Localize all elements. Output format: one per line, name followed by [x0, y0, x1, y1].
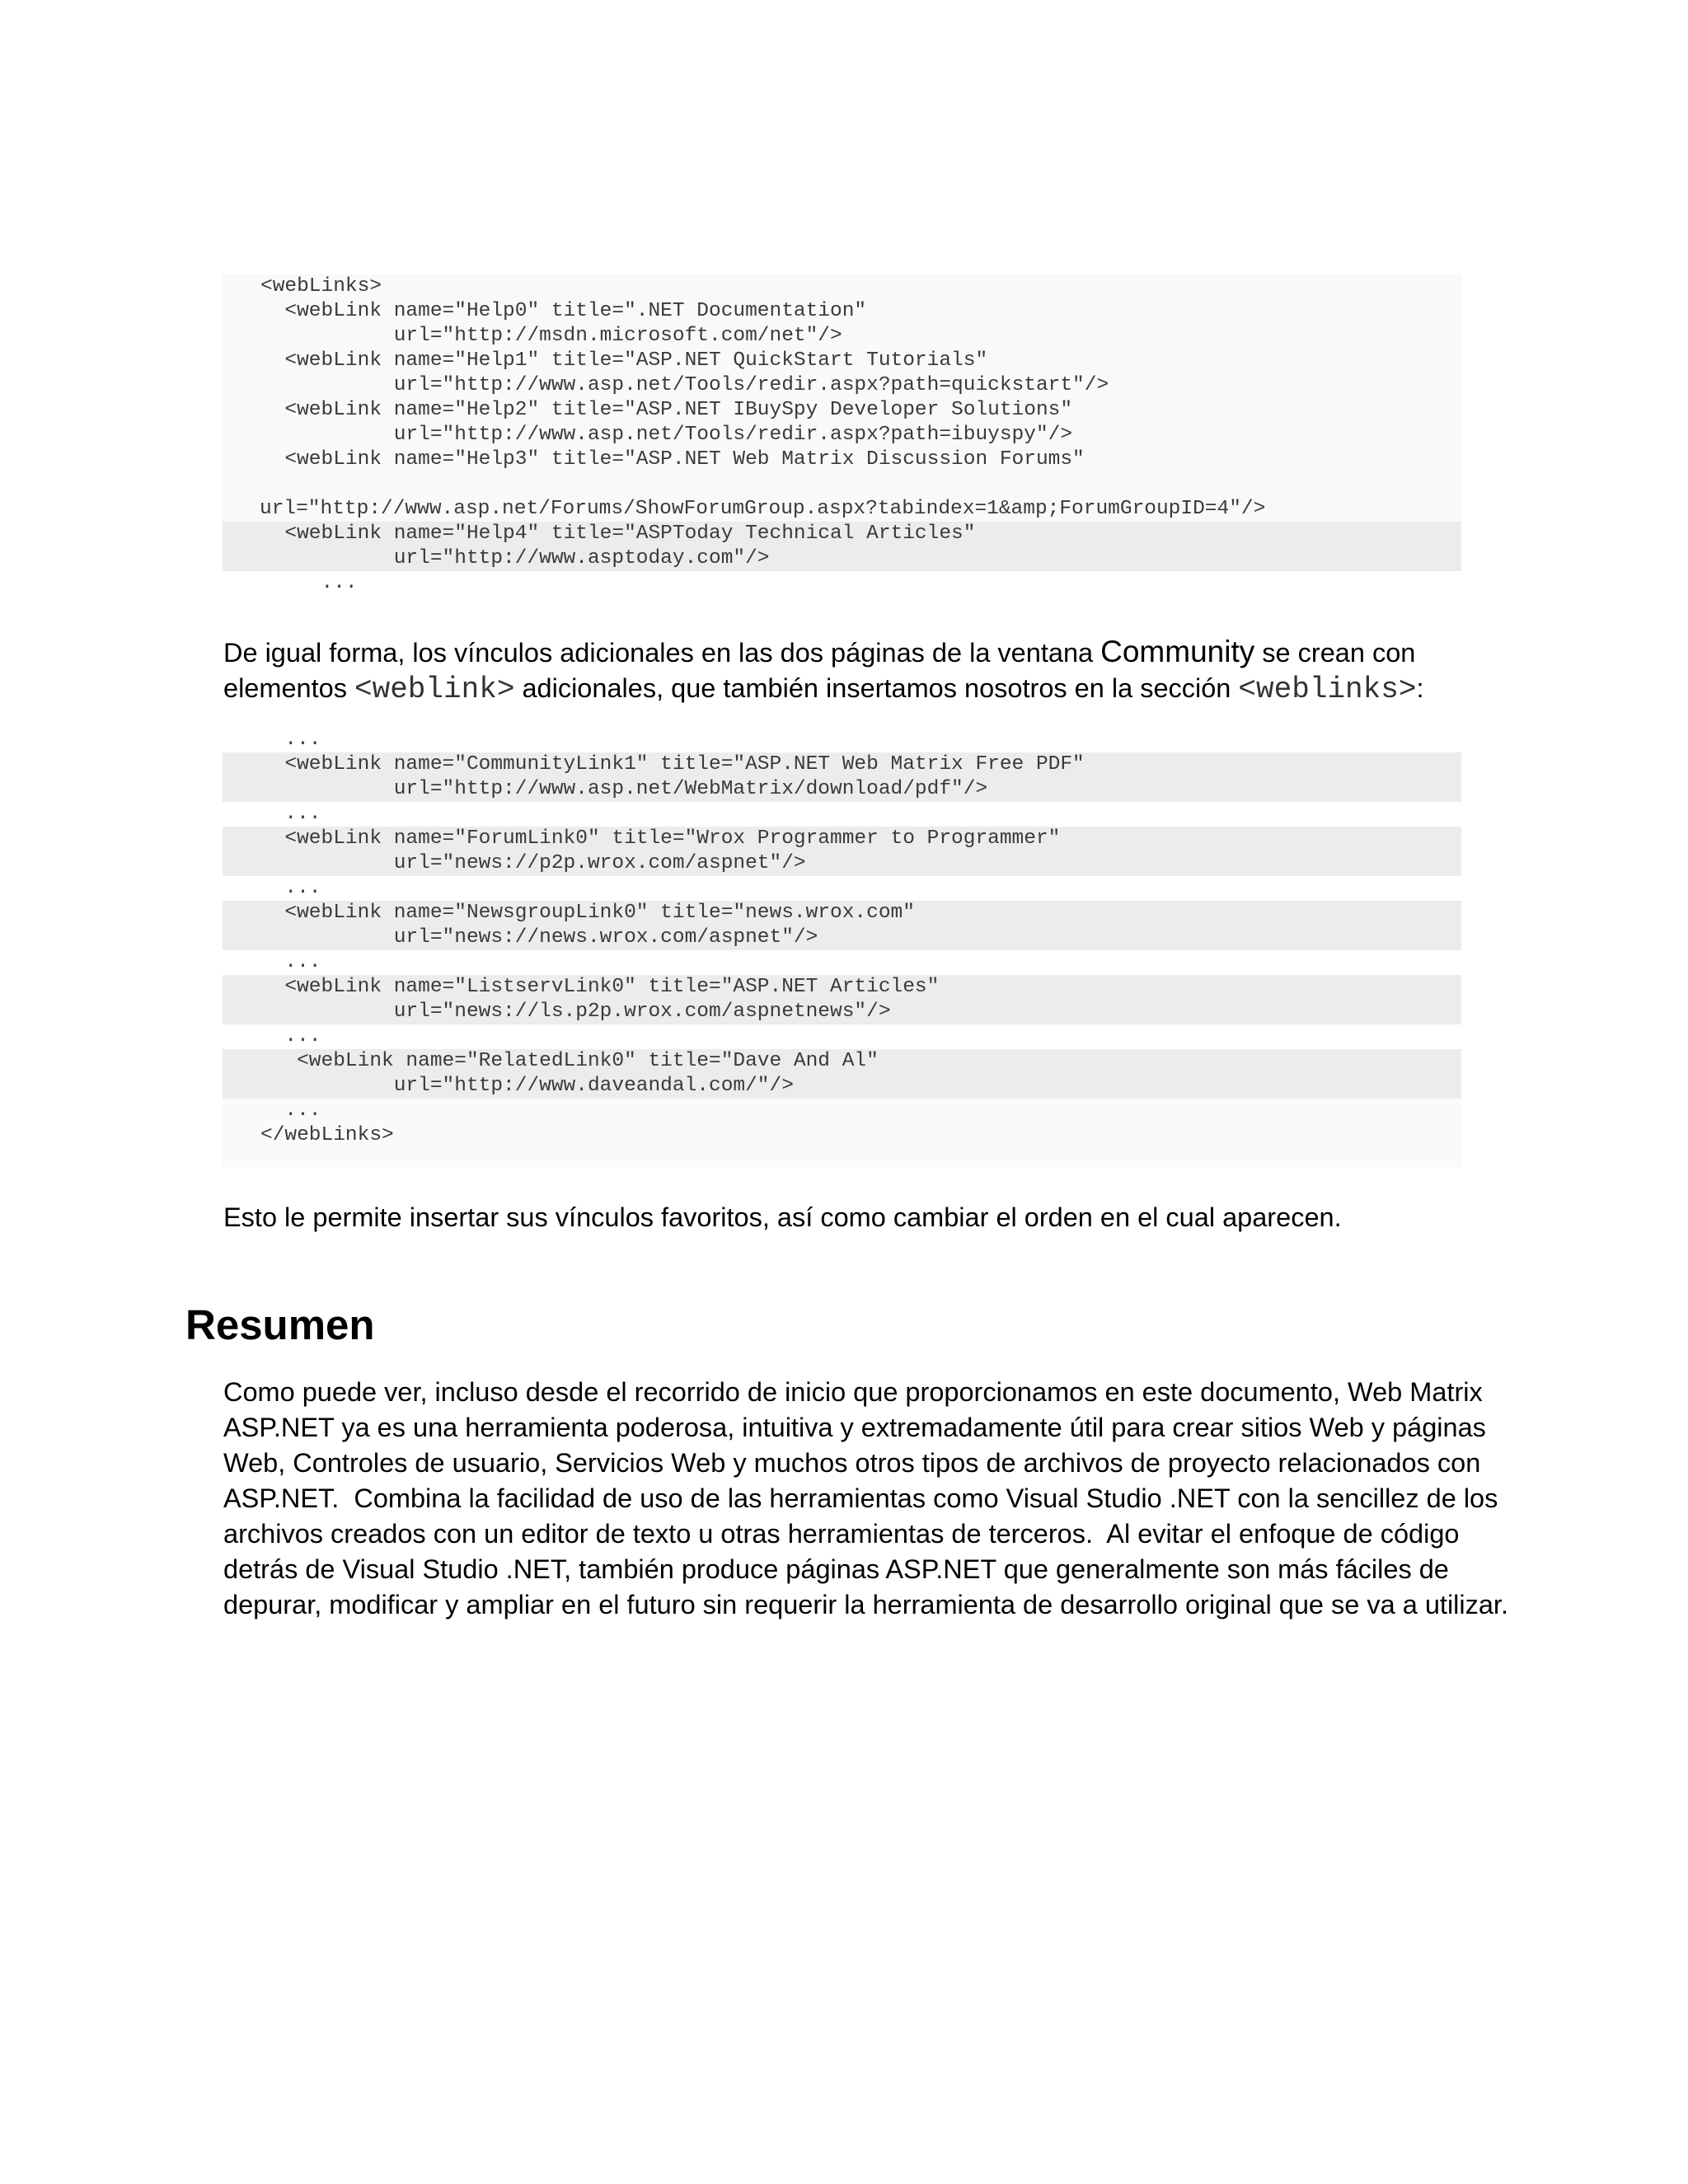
summary-line: ASP.NET. Combina la facilidad de uso de las herramientas como Visual Studio .NET con la sencillez de los — [223, 1483, 1498, 1513]
code-listing-weblinks-community — [223, 728, 1461, 1168]
section-heading-resumen: Resumen — [185, 1301, 375, 1348]
summary-line: depurar, modificar y ampliar en el futuro sin requerir la herramienta de desarrollo original que se va a utilizar. — [223, 1590, 1508, 1619]
code-line: ... — [223, 876, 1461, 901]
code-line: url="http://www.asp.net/Forums/ShowForumGroup.aspx?tabindex=1&amp;ForumGroupID=4"/> — [260, 498, 1266, 520]
code-line: <webLink name="ListservLink0" title="ASP.NET Articles" — [223, 975, 1461, 1000]
code-line: <webLink name="RelatedLink0" title="Dave And Al" — [223, 1049, 1461, 1074]
code-line: ... — [260, 1099, 321, 1122]
paragraph-text: De igual forma, los vínculos adicionales en las dos páginas de la ventana — [223, 638, 1101, 668]
paragraph-text: se crean con elementos — [223, 638, 1416, 703]
code-line: <webLink name="Help0" title=".NET Documentation" — [260, 300, 867, 322]
paragraph-text: adicionales, que también insertamos nosotros en la sección — [514, 673, 1239, 703]
code-line: <webLink name="Help4" title="ASPToday Technical Articles" — [223, 522, 1461, 546]
community-window-name: Community — [1100, 635, 1255, 668]
summary-line: Como puede ver, incluso desde el recorrido de inicio que proporcionamos en este documento, Web Matrix — [223, 1377, 1483, 1407]
code-line: ... — [223, 950, 1461, 975]
code-line: ... — [223, 802, 1461, 827]
code-line: ... — [223, 728, 1461, 752]
paragraph-text: : — [1416, 673, 1424, 703]
code-line: <webLink name="Help3" title="ASP.NET Web Matrix Discussion Forums" — [260, 448, 1085, 471]
code-line: <webLink name="Help1" title="ASP.NET QuickStart Tutorials" — [260, 349, 988, 372]
code-listing-weblinks-help — [223, 274, 1461, 592]
inline-code-weblinks: <weblinks> — [1238, 673, 1417, 706]
code-line: ... — [223, 1024, 1461, 1049]
summary-line: archivos creados con un editor de texto u otras herramientas de terceros. Al evitar el enfoque de código — [223, 1519, 1460, 1549]
code-line: url="http://www.asp.net/Tools/redir.aspx?path=quickstart"/> — [260, 374, 1109, 396]
summary-line: ASP.NET ya es una herramienta poderosa, intuitiva y extremadamente útil para crear sitios Web y páginas — [223, 1413, 1486, 1442]
paragraph-summary — [223, 1375, 1641, 1623]
code-line: </webLinks> — [260, 1124, 394, 1146]
code-line: url="http://www.asp.net/WebMatrix/download/pdf"/> — [223, 777, 1461, 802]
code-line: url="news://p2p.wrox.com/aspnet"/> — [223, 851, 1461, 876]
code-line: url="http://www.asptoday.com"/> — [223, 546, 1461, 571]
code-line: ... — [223, 571, 1461, 596]
code-line — [223, 472, 1461, 497]
code-line: <webLink name="Help2" title="ASP.NET IBuySpy Developer Solutions" — [260, 399, 1073, 421]
inline-code-weblink: <weblink> — [354, 673, 515, 706]
code-line: url="news://news.wrox.com/aspnet"/> — [223, 926, 1461, 950]
code-line: <webLink name="ForumLink0" title="Wrox Programmer to Programmer" — [223, 827, 1461, 851]
code-line: <webLink name="NewsgroupLink0" title="news.wrox.com" — [223, 901, 1461, 926]
summary-line: detrás de Visual Studio .NET, también produce páginas ASP.NET que generalmente son más fáciles de — [223, 1554, 1449, 1584]
code-line: url="http://msdn.microsoft.com/net"/> — [260, 325, 842, 347]
paragraph-favorites: Esto le permite insertar sus vínculos favoritos, así como cambiar el orden en el cual aparecen. — [223, 1202, 1342, 1232]
code-line: url="http://www.daveandal.com/"/> — [223, 1074, 1461, 1099]
paragraph-community-links — [223, 634, 1542, 707]
summary-line: Web, Controles de usuario, Servicios Web y muchos otros tipos de archivos de proyecto relacionados con — [223, 1448, 1481, 1478]
code-line: <webLink name="CommunityLink1" title="ASP.NET Web Matrix Free PDF" — [223, 752, 1461, 777]
code-line: url="news://ls.p2p.wrox.com/aspnetnews"/> — [223, 1000, 1461, 1024]
code-line: url="http://www.asp.net/Tools/redir.aspx?path=ibuyspy"/> — [260, 424, 1073, 446]
code-line: <webLinks> — [260, 275, 382, 298]
